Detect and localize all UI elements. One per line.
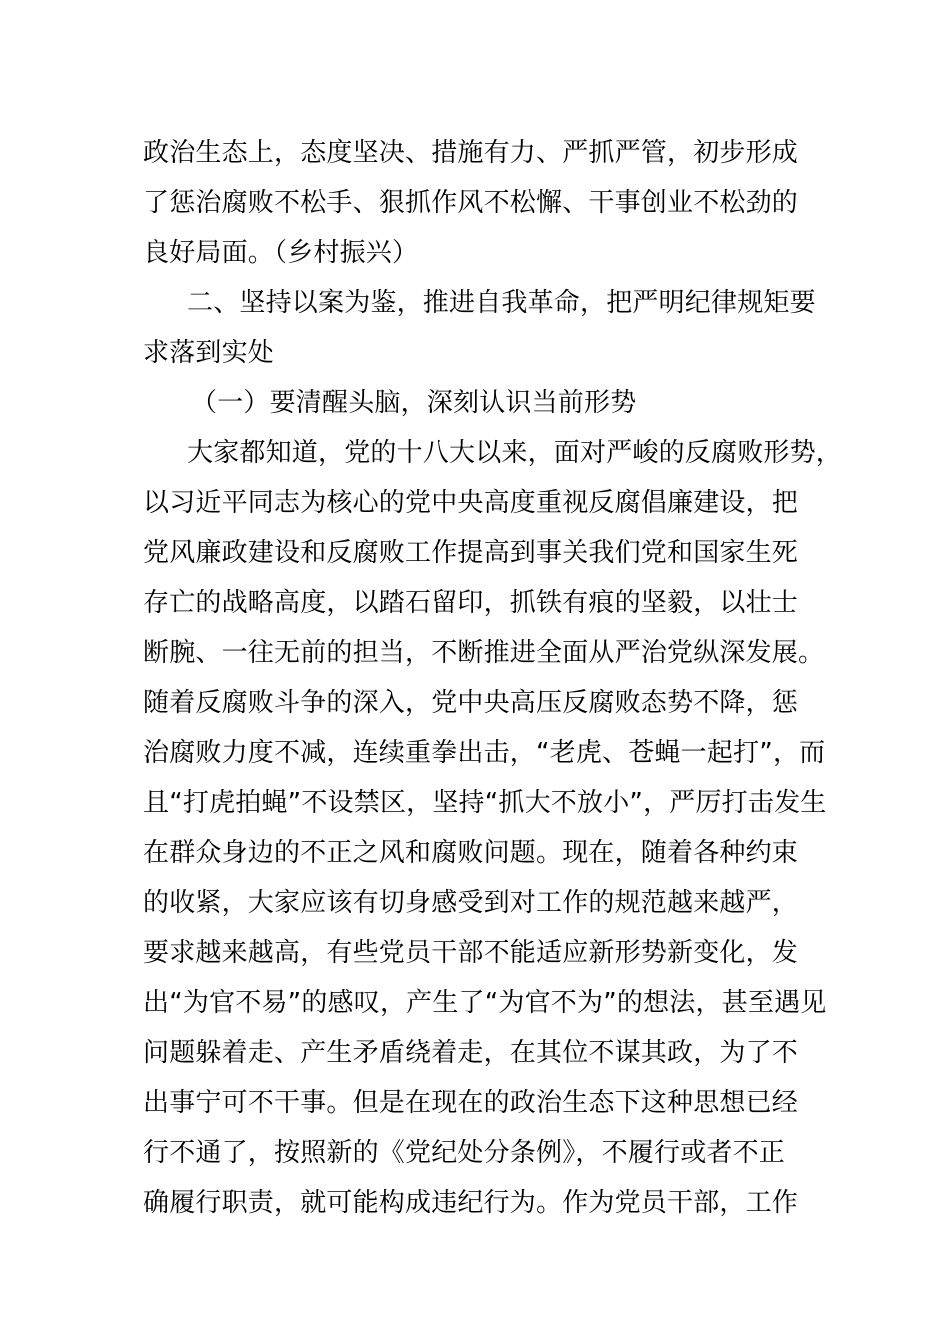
section-heading: 二、坚持以案为鉴，推进自我革命，把严明纪律规矩要 — [187, 288, 816, 318]
document-body — [143, 128, 843, 1228]
paragraph-line: 出事宁可不干事。但是在现在的政治生态下这种思想已经 — [143, 1088, 799, 1118]
paragraph-line: 要求越来越高，有些党员干部不能适应新形势新变化，发 — [143, 938, 799, 968]
paragraph-line: 治腐败力度不减，连续重拳出击，“老虎、苍蝇一起打”，而 — [143, 738, 826, 768]
paragraph-line: 随着反腐败斗争的深入，党中央高压反腐败态势不降，惩 — [143, 688, 799, 718]
paragraph-line: 的收紧，大家应该有切身感受到对工作的规范越来越严， — [143, 888, 799, 918]
paragraph-line: 良好局面。（乡村振兴） — [143, 238, 419, 268]
paragraph-line: 在群众身边的不正之风和腐败问题。现在，随着各种约束 — [143, 838, 799, 868]
paragraph-line: 出“为官不易”的感叹，产生了“为官不为”的想法，甚至遇见 — [143, 988, 827, 1018]
section-heading-continuation: 求落到实处 — [143, 338, 275, 368]
paragraph-first-line: 大家都知道，党的十八大以来，面对严峻的反腐败形势， — [187, 438, 843, 468]
paragraph-line: 且“打虎拍蝇”不设禁区，坚持“抓大不放小”，严厉打击发生 — [143, 788, 827, 818]
paragraph-line: 了惩治腐败不松手、狠抓作风不松懈、干事创业不松劲的 — [143, 188, 799, 218]
paragraph-line: 问题躲着走、产生矛盾绕着走，在其位不谋其政，为了不 — [143, 1038, 799, 1068]
paragraph-line: 行不通了，按照新的《党纪处分条例》，不履行或者不正 — [143, 1138, 786, 1168]
paragraph-line: 断腕、一往无前的担当，不断推进全面从严治党纵深发展。 — [143, 638, 825, 668]
paragraph-line: 存亡的战略高度，以踏石留印，抓铁有痕的坚毅，以壮士 — [143, 588, 799, 618]
paragraph-line: 以习近平同志为核心的党中央高度重视反腐倡廉建设，把 — [143, 488, 799, 518]
paragraph-line: 确履行职责，就可能构成违纪行为。作为党员干部，工作 — [143, 1188, 799, 1218]
subsection-heading: （一）要清醒头脑，深刻认识当前形势 — [191, 388, 637, 418]
paragraph-line: 政治生态上，态度坚决、措施有力、严抓严管，初步形成 — [143, 138, 799, 168]
paragraph-line: 党风廉政建设和反腐败工作提高到事关我们党和国家生死 — [143, 538, 799, 568]
